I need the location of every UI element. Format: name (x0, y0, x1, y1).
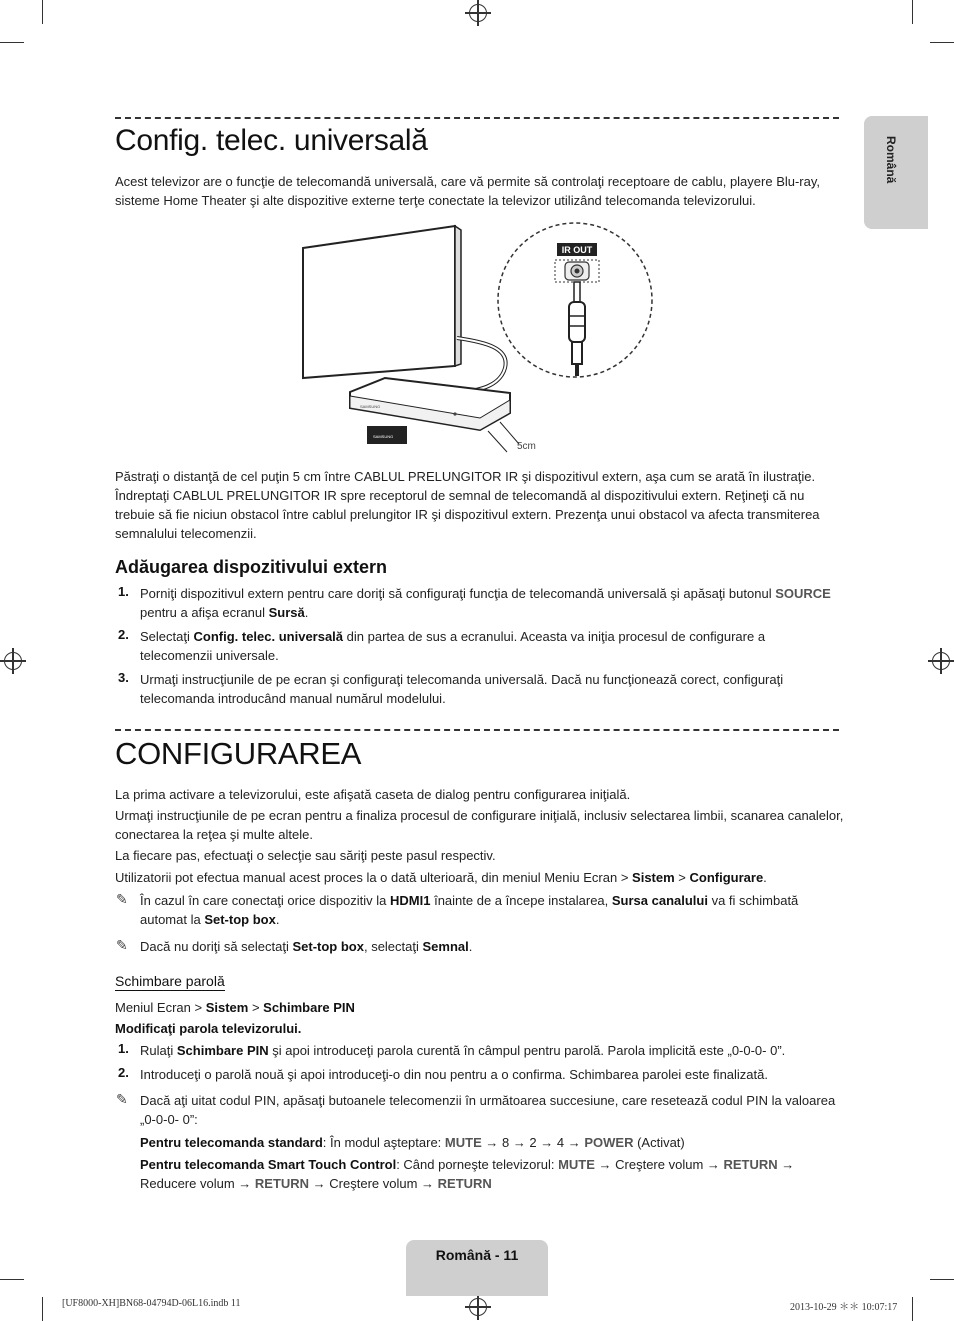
step-2: Selectaţi Config. telec. universală din partea de sus a ecranului. Aceasta va iniţia procesul de configurare a telecomenzii universale. (140, 629, 766, 663)
setup-paragraph-1: La prima activare a televizorului, este afişată caseta de dialog pentru configurarea iniţială. (115, 787, 631, 802)
source-key: SOURCE (775, 586, 831, 601)
ir-extender-illustration (295, 218, 665, 458)
standard-remote-sequence: Pentru telecomanda standard: În modul aşteptare: MUTE → 8 → 2 → 4 → POWER (Activat) (140, 1135, 685, 1150)
note-forgot-pin: Dacă aţi uitat codul PIN, apăsaţi butoanele telecomenzii în următoarea succesiune, care resetează codul PIN la valoarea „0-0-0- 0”: (140, 1093, 836, 1127)
step-1: Porniţi dispozitivul extern pentru care doriţi să configuraţi funcţia de telecomandă universală şi apăsaţi butonul SOURCE pentru a afişa ecranul Sursă. (140, 586, 831, 620)
crop-mark (0, 1279, 24, 1280)
tv-icon (303, 226, 455, 378)
section-title: Config. telec. universală (115, 124, 428, 157)
note-settop: Dacă nu doriţi să selectaţi Set-top box, selectaţi Semnal. (140, 939, 473, 954)
smart-remote-sequence: Pentru telecomanda Smart Touch Control: Când porneşte televizorul: MUTE → Creştere volum → RETURN → Reducere volum → RETURN → Creştere volum → RETURN (140, 1157, 795, 1191)
crop-mark (42, 1297, 43, 1321)
svg-text:SAMSUNG: SAMSUNG (360, 404, 381, 409)
step-number: 2. (118, 627, 129, 642)
setup-paragraph-4: Utilizatorii pot efectua manual acest proces la o dată ulterioară, din meniul Meniu Ecran > Sistem > Configurare. (115, 870, 767, 885)
step-number: 1. (118, 1041, 129, 1056)
language-tab-label: Română (884, 136, 898, 184)
section-divider (115, 729, 839, 731)
registration-icon (469, 1298, 487, 1316)
menu-path: Meniul Ecran > Sistem > Schimbare PIN (115, 1000, 355, 1015)
distance-paragraph-2: Îndreptaţi CABLUL PRELUNGITOR IR spre receptorul de semnal de telecomandă al dispozitivului extern. Reţineţi că nu trebuie să fie niciun obstacol între cablul prelungitor IR şi dispozitivul extern. Prezenţa unui obstacol va afecta transmiterea semnalului telecomenzii. (115, 488, 820, 541)
setup-paragraph-2: Urmaţi instrucţiunile de pe ecran pentru a finaliza procesul de configurare iniţială, inclusiv selectarea limbii, scanarea canalelor, conectarea la reţea şi multe altele. (115, 808, 844, 842)
step-number: 3. (118, 670, 129, 685)
page-number-tab (406, 1240, 548, 1296)
step-3: Urmaţi instrucţiunile de pe ecran şi configuraţi telecomanda universală. Dacă nu funcţionează corect, configuraţi telecomanda introducând manual numărul modelului. (140, 672, 784, 706)
ir-out-label: IR OUT (561, 245, 593, 255)
setup-paragraph-3: La fiecare pas, efectuaţi o selecţie sau săriţi peste pasul respectiv. (115, 848, 496, 863)
registration-icon (469, 4, 487, 22)
note-icon: ✎ (116, 937, 128, 953)
language-tab (864, 116, 928, 229)
step-number: 1. (118, 584, 129, 599)
change-password-heading: Schimbare parolă (115, 973, 225, 989)
registration-icon (932, 652, 950, 670)
subsection-title: Adăugarea dispozitivului extern (115, 557, 388, 577)
note-hdmi: În cazul în care conectaţi orice dispozitiv la HDMI1 înainte de a începe instalarea, Sursa canalului va fi schimbată automat la Set-top box. (140, 893, 799, 927)
page-number: Română - 11 (435, 1247, 519, 1263)
section-divider (115, 117, 839, 119)
modify-password: Modificaţi parola televizorului. (115, 1021, 302, 1036)
step-number: 2. (118, 1065, 129, 1080)
crop-mark (0, 42, 24, 43)
imprint-right: 2013-10-29 ＊＊ 10:07:17 (790, 1302, 898, 1313)
pin-step-2: Introduceţi o parolă nouă şi apoi introduceţi-o din nou pentru a o confirma. Schimbarea parolei este finalizată. (140, 1067, 768, 1082)
distance-label: 5cm (517, 441, 536, 452)
crop-mark (930, 1279, 954, 1280)
crop-mark (42, 0, 43, 24)
crop-mark (912, 1297, 913, 1321)
pin-step-1: Rulaţi Schimbare PIN şi apoi introduceţi parola curentă în câmpul pentru parolă. Parola implicită este „0-0-0- 0”. (140, 1043, 786, 1058)
note-icon: ✎ (116, 891, 128, 907)
crop-mark (912, 0, 913, 24)
intro-paragraph: Acest televizor are o funcţie de telecomandă universală, care vă permite să controlaţi receptoare de cablu, playere Blu-ray, sisteme Home Theater şi alte dispozitive externe terţe conectate la televizor utilizând telecomanda televizorului. (115, 174, 821, 208)
registration-icon (4, 652, 22, 670)
note-icon: ✎ (116, 1091, 128, 1107)
receiver-brand: SAMSUNG (373, 434, 394, 439)
distance-paragraph-1: Păstraţi o distanţă de cel puţin 5 cm între CABLUL PRELUNGITOR IR şi dispozitivul extern, aşa cum se arată în ilustraţie. (115, 469, 816, 484)
crop-mark (930, 42, 954, 43)
section-title: CONFIGURAREA (115, 736, 362, 771)
imprint-left: [UF8000-XH]BN68-04794D-06L16.indb 11 (62, 1298, 241, 1309)
